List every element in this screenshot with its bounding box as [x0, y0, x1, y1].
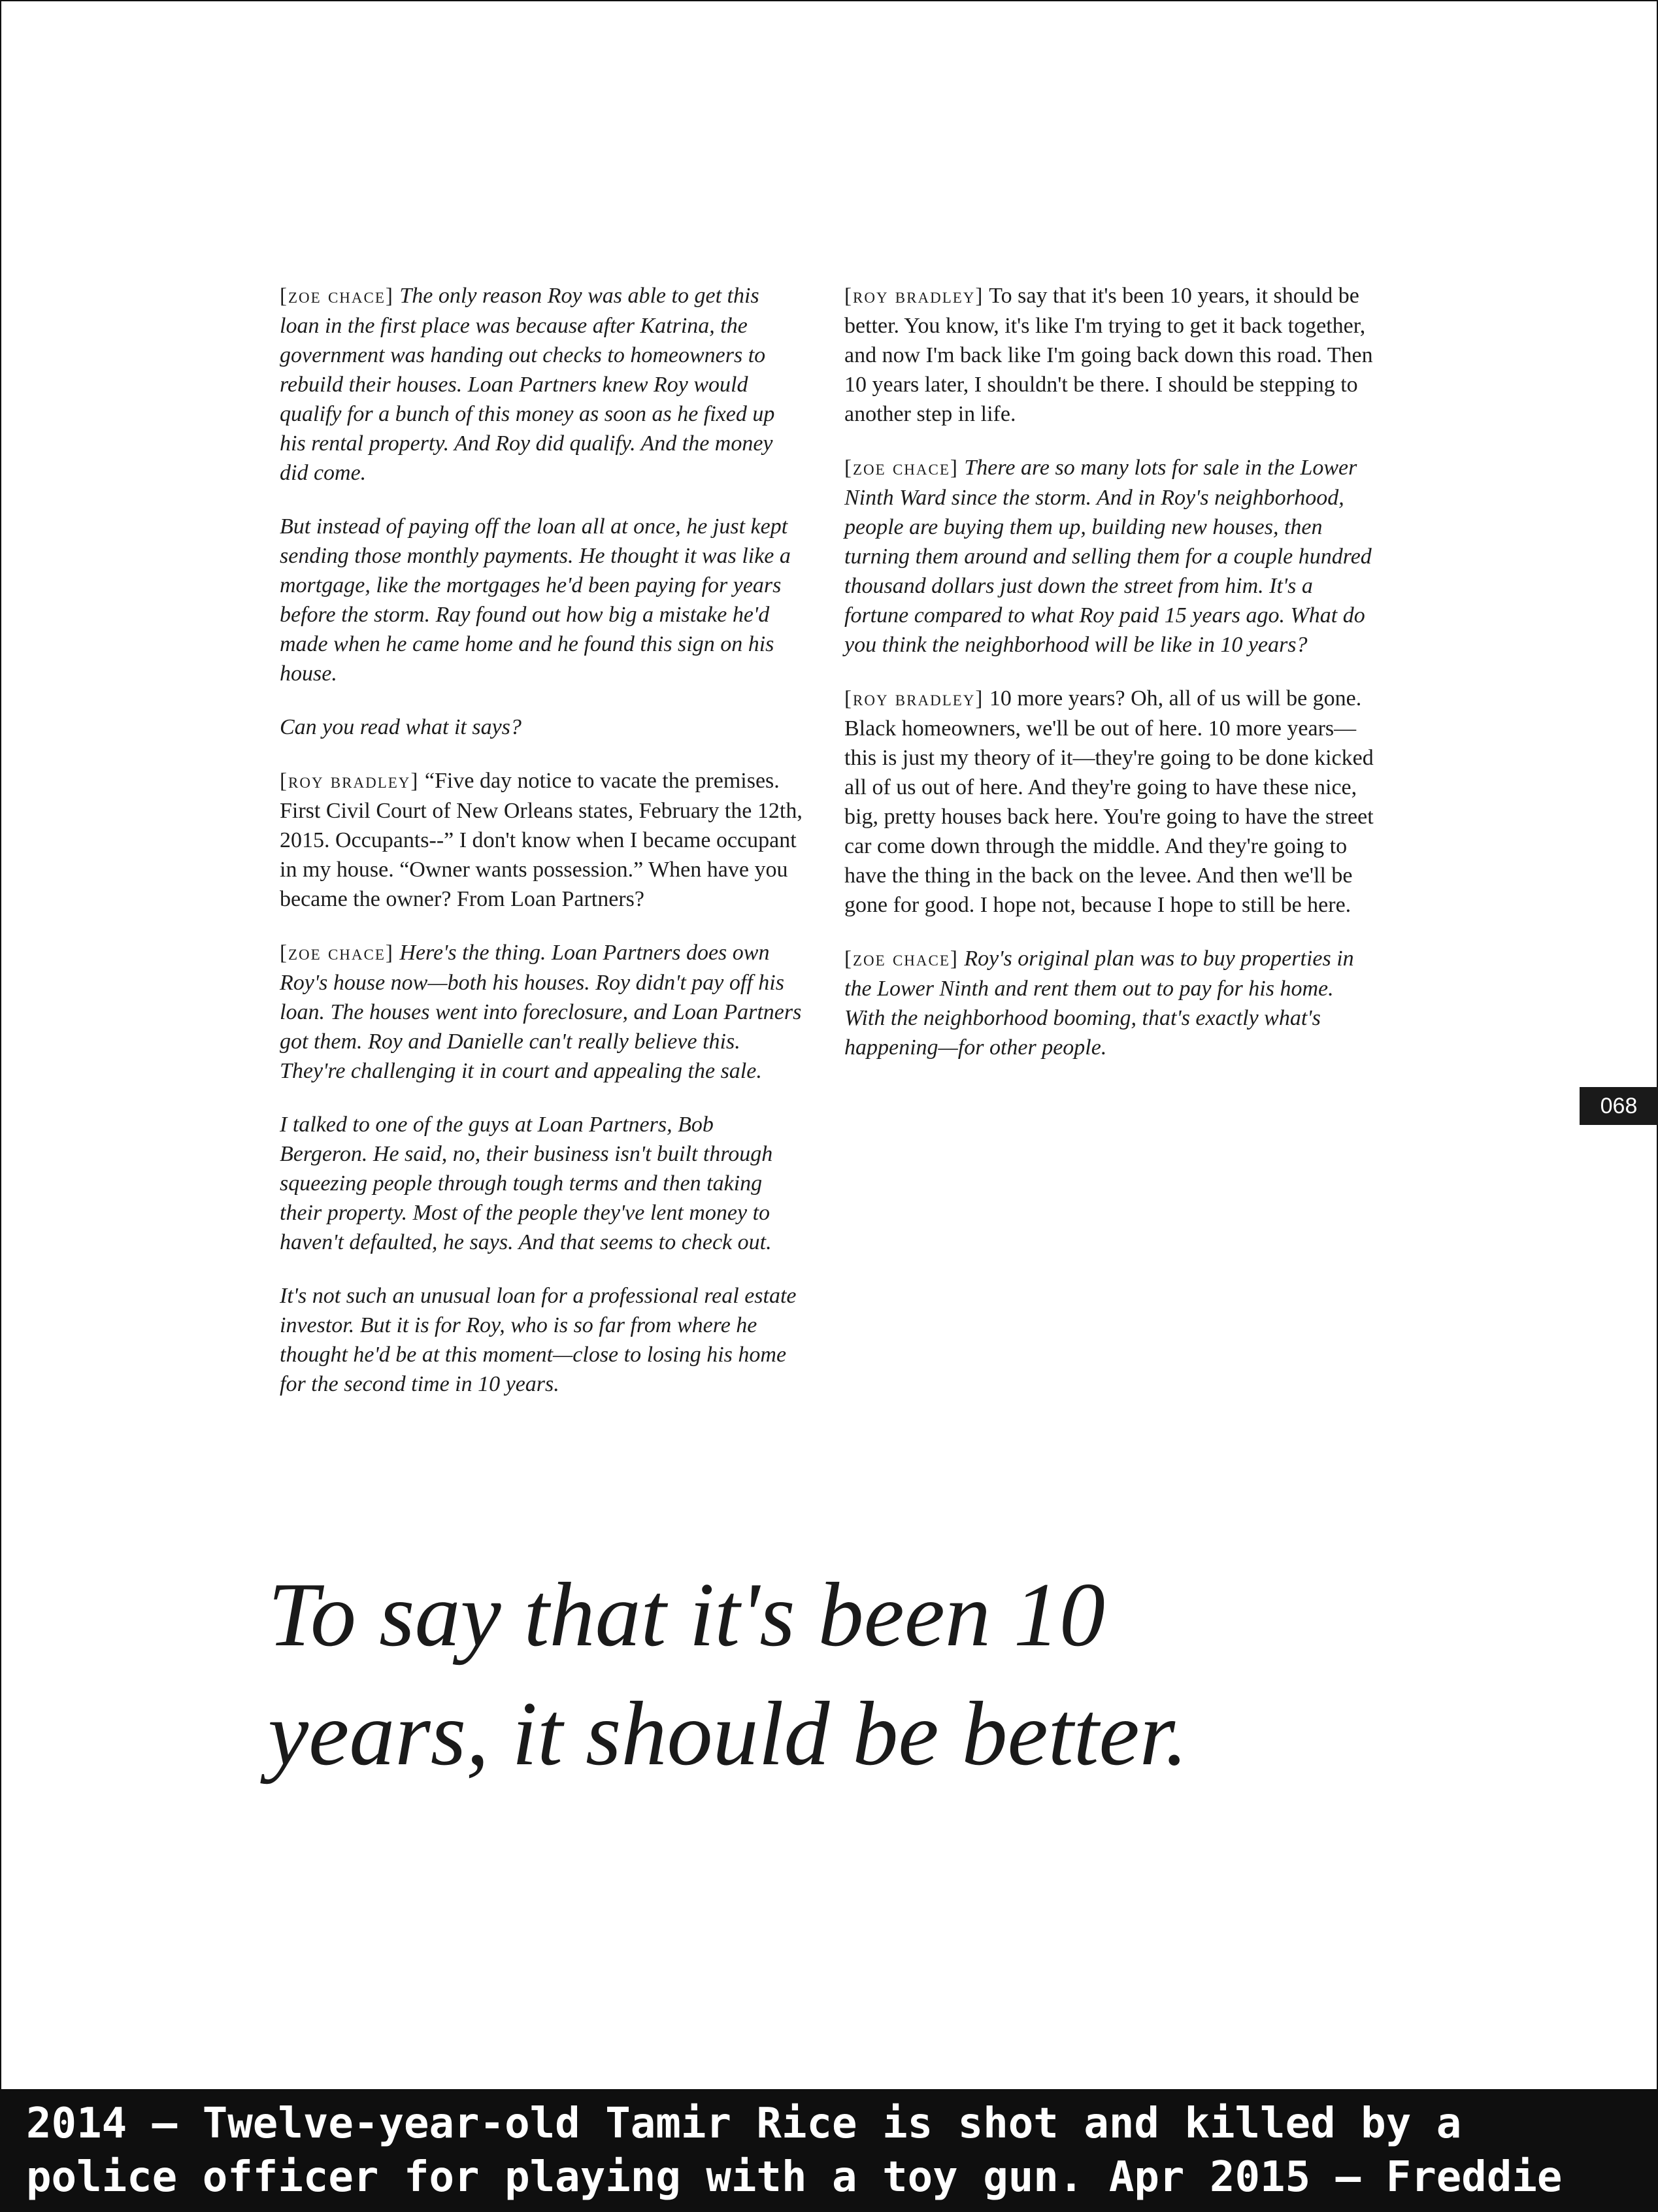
paragraph-text: Roy's original plan was to buy properties in the Lower Ninth and rent them out to pay for his home. With the neighborhood booming, that's exactly what's happening—for other people.	[844, 947, 1354, 1060]
paragraph-text: Here's the thing. Loan Partners does own Roy's house now—both his houses. Roy didn't pay off his loan. The houses went into foreclosure, and Loan Partners got them. Roy and Danielle can't really believe this. They're challenging it in court and appealing the sale.	[280, 941, 802, 1083]
speaker-label: [zoe chace]	[844, 456, 959, 480]
speaker-label: [zoe chace]	[844, 947, 959, 971]
paragraph-text: 10 more years? Oh, all of us will be gone. Black homeowners, we'll be out of here. 10 more years—this is just my theory of it—they're going to be done kicked all of us out of here. And they're going to have these nice, big, pretty houses back here. You're going to have the street car come down through the middle. And they're going to have the thing in the back on the levee. And then we'll be gone for good. I hope not, because I hope to still be here.	[844, 686, 1374, 917]
pull-quote	[268, 1556, 1248, 1794]
transcript-paragraph	[844, 281, 1374, 429]
speaker-label: [roy bradley]	[844, 284, 984, 308]
speaker-label: [roy bradley]	[844, 687, 984, 711]
transcript-paragraph: Can you read what it says?	[280, 715, 522, 739]
speaker-label: [zoe chace]	[280, 941, 394, 965]
transcript-paragraph	[844, 944, 1374, 1062]
transcript-paragraph	[844, 684, 1374, 920]
transcript-paragraph	[280, 938, 803, 1086]
transcript-paragraph	[280, 281, 803, 488]
timeline-ticker	[0, 2089, 1658, 2212]
pull-quote-line: years, it should be better.	[268, 1683, 1188, 1785]
paragraph-text: There are so many lots for sale in the Lower Ninth Ward since the storm. And in Roy's neighborhood, people are buying them up, building new houses, then turning them around and selling them for a couple hundred thousand dollars just down the street from him. It's a fortune compared to what Roy paid 15 years ago. What do you think the neighborhood will be like in 10 years?	[844, 456, 1372, 657]
right-column	[844, 281, 1374, 1086]
paragraph-text: To say that it's been 10 years, it should be better. You know, it's like I'm trying to get it back together, and now I'm back like I'm going back down this road. Then 10 years later, I shouldn't be there. I should be stepping to another step in life.	[844, 284, 1373, 426]
transcript-paragraph: It's not such an unusual loan for a professional real estate investor. But it is for Roy, who is so far from where he thought he'd be at this moment—close to losing his home for the second time in 10 years.	[280, 1284, 797, 1396]
transcript-paragraph	[280, 766, 803, 914]
speaker-label: [roy bradley]	[280, 769, 420, 793]
paragraph-text: “Five day notice to vacate the premises. First Civil Court of New Orleans states, February the 12th, 2015. Occupants--” I don't know when I became occupant in my house. “Owner wants possession.” When have you became the owner? From Loan Partners?	[280, 769, 803, 911]
paragraph-text: The only reason Roy was able to get this loan in the first place was because after Katrina, the government was handing out checks to homeowners to rebuild their houses. Loan Partners knew Roy would qualify for a bunch of this money as soon as he fixed up his rental property. And Roy did qualify. And the money did come.	[280, 284, 775, 485]
ticker-line: 2014 — Twelve-year-old Tamir Rice is shot and killed by a	[26, 2100, 1462, 2148]
transcript-paragraph	[844, 453, 1374, 660]
pull-quote-line: To say that it's been 10	[268, 1564, 1105, 1666]
page-number-tab: 068	[1580, 1087, 1658, 1125]
transcript-paragraph: But instead of paying off the loan all at once, he just kept sending those monthly payments. He thought it was like a mortgage, like the mortgages he'd been paying for years before the storm. Ray found out how big a mistake he'd made when he came home and he found this sign on his house.	[280, 514, 791, 686]
ticker-line: police officer for playing with a toy gun. Apr 2015 — Freddie	[26, 2153, 1563, 2202]
transcript-paragraph: I talked to one of the guys at Loan Partners, Bob Bergeron. He said, no, their business isn't built through squeezing people through tough terms and then taking their property. Most of the people they've lent money to haven't defaulted, he says. And that seems to check out.	[280, 1113, 773, 1254]
speaker-label: [zoe chace]	[280, 284, 394, 308]
left-column	[280, 281, 803, 1423]
